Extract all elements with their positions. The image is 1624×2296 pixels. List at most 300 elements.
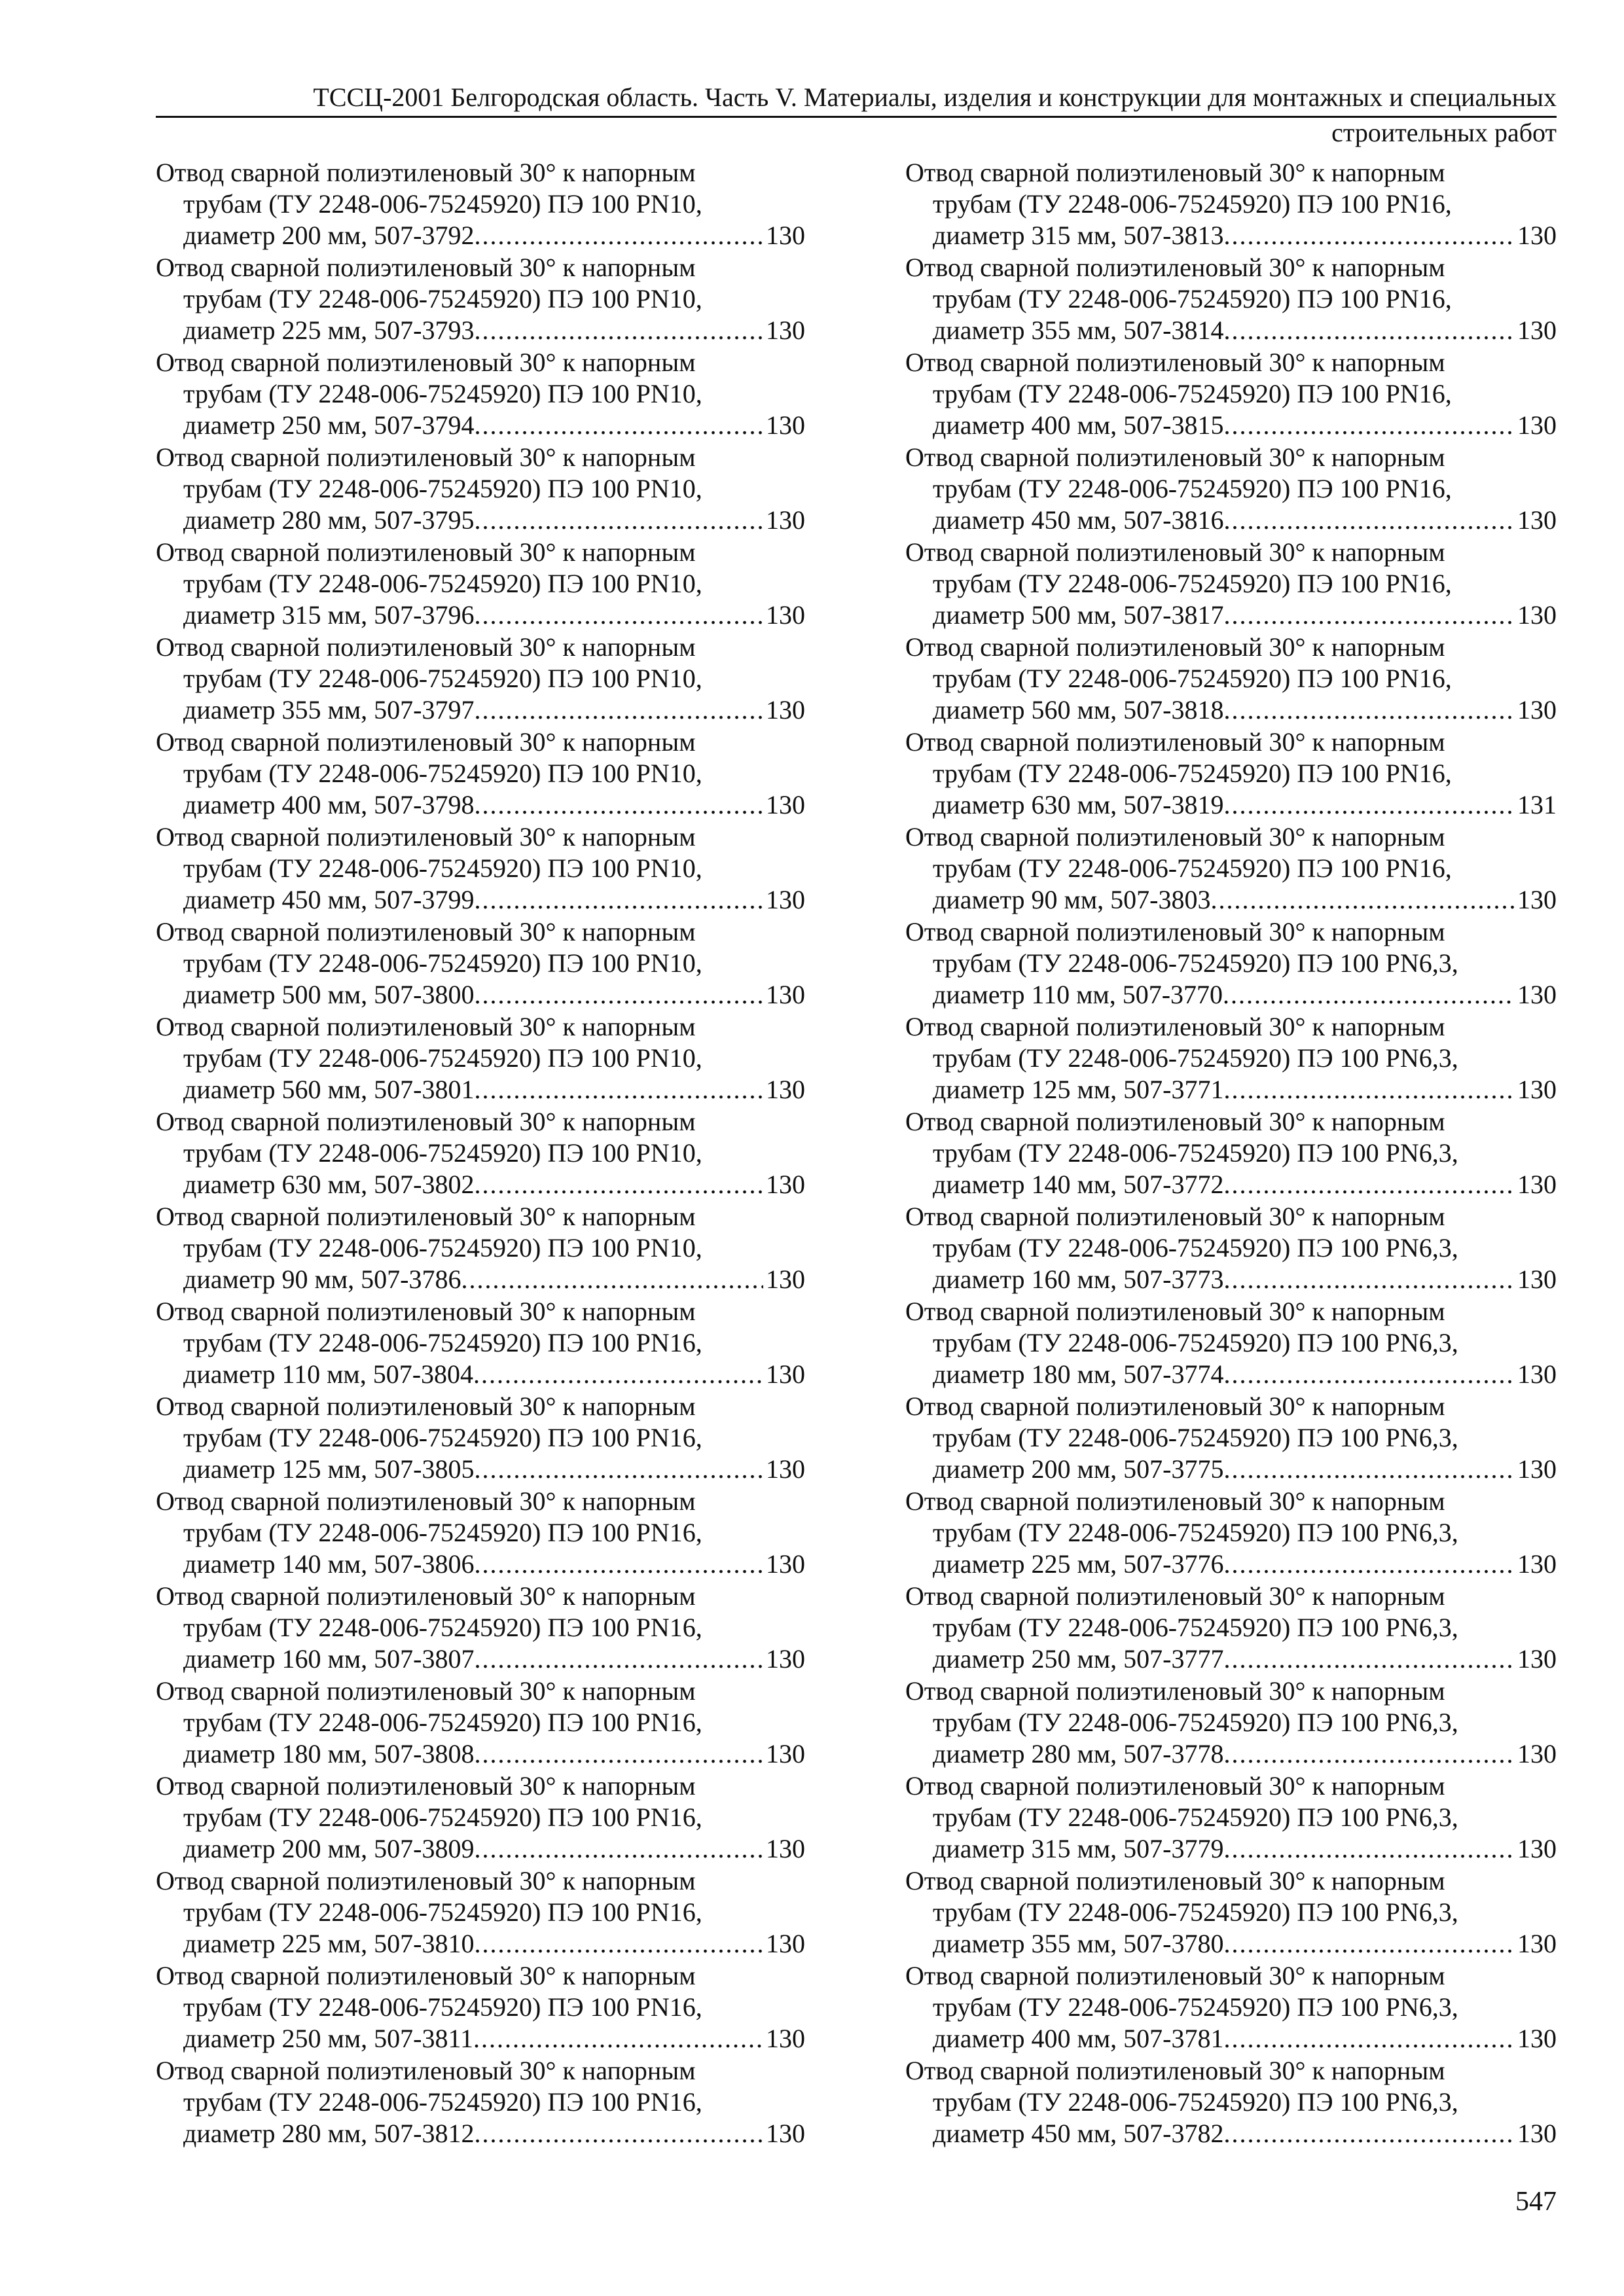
entry-page-ref: 130: [1517, 1075, 1557, 1104]
dot-leader: [1224, 1549, 1515, 1580]
entry-spec-line: трубам (ТУ 2248-006-75245920) ПЭ 100 PN6,3,: [933, 1138, 1458, 1168]
index-entry: [905, 442, 1557, 536]
entry-diameter-line: [905, 884, 1557, 916]
dot-leader: [475, 600, 764, 631]
entry-diameter-code: диаметр 450 мм, 507-3799: [183, 885, 475, 914]
entry-diameter-code: диаметр 125 мм, 507-3771: [933, 1075, 1224, 1104]
entry-page-ref: 130: [766, 1170, 805, 1199]
entry-title-line: Отвод сварной полиэтиленовый 30° к напорным: [156, 1961, 696, 1990]
entry-spec-line: трубам (ТУ 2248-006-75245920) ПЭ 100 PN10,: [183, 189, 702, 219]
index-entry: [905, 1486, 1557, 1580]
entry-diameter-line: [156, 1833, 805, 1865]
dot-leader: [475, 1074, 764, 1105]
entry-diameter-line: [156, 694, 805, 726]
entry-spec-line: трубам (ТУ 2248-006-75245920) ПЭ 100 PN16,: [933, 853, 1452, 883]
entry-diameter-line: [156, 1264, 805, 1295]
entry-page-ref: 130: [1517, 1359, 1557, 1389]
entry-diameter-line: [156, 1738, 805, 1770]
index-entry: [905, 157, 1557, 251]
index-entry: [156, 1865, 805, 1960]
dot-leader: [473, 1359, 763, 1390]
entry-spec-line: трубам (ТУ 2248-006-75245920) ПЭ 100 PN16,: [183, 1423, 702, 1452]
entry-diameter-line: [905, 220, 1557, 251]
index-entry: [156, 1011, 805, 1105]
entry-spec-line: трубам (ТУ 2248-006-75245920) ПЭ 100 PN6,3,: [933, 2087, 1458, 2117]
entry-spec-line: трубам (ТУ 2248-006-75245920) ПЭ 100 PN16,: [183, 1708, 702, 1737]
entry-spec-line: трубам (ТУ 2248-006-75245920) ПЭ 100 PN10,: [183, 853, 702, 883]
entry-diameter-line: [905, 1359, 1557, 1390]
entry-diameter-code: диаметр 90 мм, 507-3803: [933, 885, 1211, 914]
entry-page-ref: 130: [1517, 1739, 1557, 1768]
entry-title-line: Отвод сварной полиэтиленовый 30° к напорным: [905, 1771, 1445, 1801]
entry-diameter-line: [156, 410, 805, 441]
entry-diameter-code: диаметр 200 мм, 507-3809: [183, 1834, 475, 1863]
entry-diameter-line: [905, 1643, 1557, 1675]
entry-page-ref: 130: [1517, 2024, 1557, 2053]
entry-spec-line: трубам (ТУ 2248-006-75245920) ПЭ 100 PN6,3,: [933, 1423, 1458, 1452]
entry-page-ref: 130: [766, 315, 805, 345]
dot-leader: [1224, 315, 1515, 346]
index-entry: [905, 347, 1557, 441]
index-entry: [156, 1486, 805, 1580]
entry-diameter-code: диаметр 125 мм, 507-3805: [183, 1454, 475, 1484]
dot-leader: [1224, 1454, 1515, 1485]
entry-diameter-line: [156, 220, 805, 251]
entry-title-line: Отвод сварной полиэтиленовый 30° к напорным: [905, 1866, 1445, 1895]
entry-diameter-code: диаметр 450 мм, 507-3816: [933, 505, 1224, 535]
index-entry: [905, 1676, 1557, 1770]
entry-page-ref: 130: [1517, 980, 1557, 1009]
entry-title-line: Отвод сварной полиэтиленовый 30° к напорным: [905, 822, 1445, 852]
page-number: 547: [1515, 2187, 1557, 2217]
entry-diameter-code: диаметр 450 мм, 507-3782: [933, 2119, 1224, 2148]
entry-spec-line: трубам (ТУ 2248-006-75245920) ПЭ 100 PN10,: [183, 759, 702, 788]
dot-leader: [1224, 2118, 1515, 2149]
entry-diameter-code: диаметр 355 мм, 507-3814: [933, 315, 1224, 345]
entry-diameter-code: диаметр 355 мм, 507-3780: [933, 1929, 1224, 1958]
dot-leader: [1211, 884, 1515, 916]
index-entry: [156, 252, 805, 346]
entry-page-ref: 130: [766, 1644, 805, 1674]
entry-page-ref: 130: [1517, 1644, 1557, 1674]
entry-diameter-line: [905, 1833, 1557, 1865]
entry-page-ref: 130: [1517, 1929, 1557, 1958]
entry-diameter-code: диаметр 315 мм, 507-3796: [183, 600, 475, 630]
entry-diameter-code: диаметр 250 мм, 507-3811: [183, 2024, 474, 2053]
entry-title-line: Отвод сварной полиэтиленовый 30° к напорным: [156, 917, 696, 946]
dot-leader: [1224, 694, 1515, 726]
entry-diameter-code: диаметр 400 мм, 507-3781: [933, 2024, 1224, 2053]
entry-page-ref: 130: [766, 1359, 805, 1389]
index-entry: [905, 916, 1557, 1011]
dot-leader: [475, 694, 764, 726]
entry-title-line: Отвод сварной полиэтиленовый 30° к напорным: [156, 1202, 696, 1231]
dot-leader: [1224, 1359, 1515, 1390]
index-entry: [156, 1770, 805, 1865]
dot-leader: [1224, 789, 1515, 821]
index-entry: [156, 1676, 805, 1770]
entry-page-ref: 130: [1517, 410, 1557, 440]
dot-leader: [475, 410, 764, 441]
entry-diameter-line: [156, 2023, 805, 2054]
dot-leader: [1224, 220, 1515, 251]
entry-diameter-code: диаметр 560 мм, 507-3818: [933, 695, 1224, 725]
entry-diameter-code: диаметр 225 мм, 507-3793: [183, 315, 475, 345]
entry-diameter-line: [905, 1549, 1557, 1580]
entry-title-line: Отвод сварной полиэтиленовый 30° к напорным: [905, 1012, 1445, 1041]
entry-page-ref: 130: [766, 1834, 805, 1863]
entry-diameter-code: диаметр 225 мм, 507-3776: [933, 1549, 1224, 1579]
entry-diameter-code: диаметр 90 мм, 507-3786: [183, 1265, 461, 1294]
entry-diameter-code: диаметр 315 мм, 507-3813: [933, 221, 1224, 250]
entry-diameter-line: [905, 1738, 1557, 1770]
entry-title-line: Отвод сварной полиэтиленовый 30° к напорным: [156, 1297, 696, 1326]
entry-diameter-code: диаметр 630 мм, 507-3819: [933, 790, 1224, 819]
entry-spec-line: трубам (ТУ 2248-006-75245920) ПЭ 100 PN10,: [183, 284, 702, 314]
index-entry: [905, 1581, 1557, 1675]
dot-leader: [475, 2118, 764, 2149]
entry-diameter-line: [905, 1074, 1557, 1105]
entry-diameter-line: [156, 979, 805, 1011]
dot-leader: [475, 979, 764, 1011]
entry-page-ref: 130: [766, 980, 805, 1009]
entry-title-line: Отвод сварной полиэтиленовый 30° к напорным: [905, 917, 1445, 946]
dot-leader: [475, 505, 764, 536]
entry-diameter-code: диаметр 180 мм, 507-3774: [933, 1359, 1224, 1389]
entry-diameter-code: диаметр 180 мм, 507-3808: [183, 1739, 475, 1768]
entry-spec-line: трубам (ТУ 2248-006-75245920) ПЭ 100 PN16,: [183, 1803, 702, 1832]
entry-diameter-code: диаметр 140 мм, 507-3806: [183, 1549, 475, 1579]
entry-spec-line: трубам (ТУ 2248-006-75245920) ПЭ 100 PN6,3,: [933, 948, 1458, 978]
entry-spec-line: трубам (ТУ 2248-006-75245920) ПЭ 100 PN16,: [183, 1613, 702, 1642]
entry-title-line: Отвод сварной полиэтиленовый 30° к напорным: [156, 253, 696, 282]
entry-title-line: Отвод сварной полиэтиленовый 30° к напорным: [905, 632, 1445, 662]
entry-spec-line: трубам (ТУ 2248-006-75245920) ПЭ 100 PN10,: [183, 474, 702, 503]
entry-title-line: Отвод сварной полиэтиленовый 30° к напорным: [905, 2056, 1445, 2085]
index-entry: [156, 537, 805, 631]
entry-spec-line: трубам (ТУ 2248-006-75245920) ПЭ 100 PN16,: [183, 1328, 702, 1357]
index-entry: [156, 1201, 805, 1295]
entry-spec-line: трубам (ТУ 2248-006-75245920) ПЭ 100 PN6,3,: [933, 1992, 1458, 2022]
dot-leader: [473, 2023, 763, 2054]
entry-diameter-code: диаметр 200 мм, 507-3775: [933, 1454, 1224, 1484]
entry-diameter-line: [156, 600, 805, 631]
entry-title-line: Отвод сварной полиэтиленовый 30° к напорным: [905, 253, 1445, 282]
entry-title-line: Отвод сварной полиэтиленовый 30° к напорным: [156, 727, 696, 757]
entry-page-ref: 130: [766, 1929, 805, 1958]
entry-spec-line: трубам (ТУ 2248-006-75245920) ПЭ 100 PN10,: [183, 379, 702, 408]
entry-title-line: Отвод сварной полиэтиленовый 30° к напорным: [156, 822, 696, 852]
entry-diameter-code: диаметр 500 мм, 507-3817: [933, 600, 1224, 630]
entry-diameter-line: [905, 2023, 1557, 2054]
entry-page-ref: 130: [766, 2024, 805, 2053]
index-entry: [156, 157, 805, 251]
entry-title-line: Отвод сварной полиэтиленовый 30° к напорным: [156, 348, 696, 377]
entry-title-line: Отвод сварной полиэтиленовый 30° к напорным: [156, 442, 696, 472]
entry-title-line: Отвод сварной полиэтиленовый 30° к напорным: [156, 1676, 696, 1706]
entry-spec-line: трубам (ТУ 2248-006-75245920) ПЭ 100 PN6,3,: [933, 1043, 1458, 1073]
index-entry: [156, 2055, 805, 2149]
entry-title-line: Отвод сварной полиэтиленовый 30° к напорным: [156, 1012, 696, 1041]
entry-spec-line: трубам (ТУ 2248-006-75245920) ПЭ 100 PN16,: [933, 284, 1452, 314]
entry-spec-line: трубам (ТУ 2248-006-75245920) ПЭ 100 PN6,3,: [933, 1897, 1458, 1927]
dot-leader: [1224, 1738, 1515, 1770]
entry-spec-line: трубам (ТУ 2248-006-75245920) ПЭ 100 PN10,: [183, 1043, 702, 1073]
dot-leader: [475, 315, 764, 346]
entry-page-ref: 130: [766, 1265, 805, 1294]
index-entry: [156, 1581, 805, 1675]
entry-page-ref: 130: [1517, 695, 1557, 725]
entry-page-ref: 130: [766, 695, 805, 725]
index-entry: [156, 821, 805, 916]
entry-diameter-line: [156, 1359, 805, 1390]
entry-page-ref: 131: [1517, 790, 1557, 819]
index-entry: [905, 2055, 1557, 2149]
index-entry: [156, 1296, 805, 1390]
entry-spec-line: трубам (ТУ 2248-006-75245920) ПЭ 100 PN6,3,: [933, 1233, 1458, 1263]
entry-diameter-code: диаметр 315 мм, 507-3779: [933, 1834, 1224, 1863]
entry-title-line: Отвод сварной полиэтиленовый 30° к напорным: [905, 727, 1445, 757]
entry-page-ref: 130: [1517, 1834, 1557, 1863]
dot-leader: [1223, 979, 1515, 1011]
dot-leader: [475, 789, 764, 821]
entry-diameter-line: [905, 1169, 1557, 1200]
dot-leader: [475, 1549, 764, 1580]
entry-diameter-code: диаметр 160 мм, 507-3773: [933, 1265, 1224, 1294]
entry-title-line: Отвод сварной полиэтиленовый 30° к напорным: [156, 632, 696, 662]
entry-spec-line: трубам (ТУ 2248-006-75245920) ПЭ 100 PN10,: [183, 569, 702, 598]
entry-title-line: Отвод сварной полиэтиленовый 30° к напорным: [156, 1771, 696, 1801]
entry-title-line: Отвод сварной полиэтиленовый 30° к напорным: [905, 1581, 1445, 1611]
index-entry: [905, 1011, 1557, 1105]
entry-page-ref: 130: [766, 885, 805, 914]
entry-page-ref: 130: [766, 1454, 805, 1484]
dot-leader: [1224, 505, 1515, 536]
entry-spec-line: трубам (ТУ 2248-006-75245920) ПЭ 100 PN6,3,: [933, 1328, 1458, 1357]
entry-diameter-code: диаметр 200 мм, 507-3792: [183, 221, 475, 250]
entry-page-ref: 130: [766, 221, 805, 250]
index-entry: [905, 1391, 1557, 1485]
entry-diameter-code: диаметр 140 мм, 507-3772: [933, 1170, 1224, 1199]
index-entry: [156, 726, 805, 821]
entry-diameter-line: [156, 1549, 805, 1580]
entry-spec-line: трубам (ТУ 2248-006-75245920) ПЭ 100 PN6,3,: [933, 1518, 1458, 1547]
entry-page-ref: 130: [766, 505, 805, 535]
entry-diameter-code: диаметр 280 мм, 507-3795: [183, 505, 475, 535]
dot-leader: [475, 1454, 764, 1485]
entry-diameter-line: [905, 1454, 1557, 1485]
dot-leader: [1224, 1833, 1515, 1865]
dot-leader: [1224, 1264, 1515, 1295]
index-entry: [905, 1106, 1557, 1200]
entry-diameter-code: диаметр 500 мм, 507-3800: [183, 980, 475, 1009]
entry-diameter-line: [905, 600, 1557, 631]
dot-leader: [475, 884, 764, 916]
index-entry: [156, 1960, 805, 2054]
dot-leader: [1224, 2023, 1515, 2054]
entry-page-ref: 130: [1517, 1454, 1557, 1484]
dot-leader: [475, 1738, 764, 1770]
header-line-2: строительных работ: [1331, 118, 1557, 147]
dot-leader: [475, 1643, 764, 1675]
entry-diameter-code: диаметр 630 мм, 507-3802: [183, 1170, 475, 1199]
entry-spec-line: трубам (ТУ 2248-006-75245920) ПЭ 100 PN16,: [183, 1897, 702, 1927]
index-entry: [156, 347, 805, 441]
entry-title-line: Отвод сварной полиэтиленовый 30° к напорным: [156, 2056, 696, 2085]
entry-diameter-line: [905, 1928, 1557, 1960]
index-entry: [156, 632, 805, 726]
entry-spec-line: трубам (ТУ 2248-006-75245920) ПЭ 100 PN16,: [933, 664, 1452, 693]
entry-diameter-code: диаметр 110 мм, 507-3770: [933, 980, 1223, 1009]
entry-spec-line: трубам (ТУ 2248-006-75245920) ПЭ 100 PN10,: [183, 1138, 702, 1168]
entry-title-line: Отвод сварной полиэтиленовый 30° к напорным: [156, 158, 696, 187]
entry-diameter-line: [905, 789, 1557, 821]
dot-leader: [1224, 600, 1515, 631]
entry-page-ref: 130: [766, 1739, 805, 1768]
entry-diameter-line: [905, 2118, 1557, 2149]
entry-spec-line: трубам (ТУ 2248-006-75245920) ПЭ 100 PN16,: [933, 189, 1452, 219]
entry-spec-line: трубам (ТУ 2248-006-75245920) ПЭ 100 PN16,: [933, 759, 1452, 788]
entry-diameter-line: [905, 694, 1557, 726]
entry-title-line: Отвод сварной полиэтиленовый 30° к напорным: [156, 1107, 696, 1136]
entry-title-line: Отвод сварной полиэтиленовый 30° к напорным: [156, 537, 696, 567]
entry-diameter-line: [156, 315, 805, 346]
entry-diameter-line: [156, 1454, 805, 1485]
entry-diameter-line: [156, 884, 805, 916]
entry-title-line: Отвод сварной полиэтиленовый 30° к напорным: [905, 1202, 1445, 1231]
entry-diameter-code: диаметр 225 мм, 507-3810: [183, 1929, 475, 1958]
entry-title-line: Отвод сварной полиэтиленовый 30° к напорным: [156, 1486, 696, 1516]
entry-spec-line: трубам (ТУ 2248-006-75245920) ПЭ 100 PN6,3,: [933, 1613, 1458, 1642]
index-entry: [905, 1201, 1557, 1295]
dot-leader: [1224, 1928, 1515, 1960]
entry-spec-line: трубам (ТУ 2248-006-75245920) ПЭ 100 PN16,: [183, 2087, 702, 2117]
dot-leader: [1224, 1074, 1515, 1105]
dot-leader: [1224, 1643, 1515, 1675]
entry-diameter-code: диаметр 160 мм, 507-3807: [183, 1644, 475, 1674]
entry-diameter-code: диаметр 400 мм, 507-3798: [183, 790, 475, 819]
entry-diameter-code: диаметр 250 мм, 507-3777: [933, 1644, 1224, 1674]
running-header: [156, 82, 1557, 149]
entry-page-ref: 130: [766, 2119, 805, 2148]
entry-diameter-code: диаметр 560 мм, 507-3801: [183, 1075, 475, 1104]
entry-diameter-code: диаметр 400 мм, 507-3815: [933, 410, 1224, 440]
entry-spec-line: трубам (ТУ 2248-006-75245920) ПЭ 100 PN16,: [183, 1992, 702, 2022]
entry-page-ref: 130: [766, 600, 805, 630]
entry-spec-line: трубам (ТУ 2248-006-75245920) ПЭ 100 PN16,: [933, 569, 1452, 598]
entry-diameter-line: [156, 1169, 805, 1200]
index-entry: [905, 252, 1557, 346]
dot-leader: [461, 1264, 764, 1295]
entry-title-line: Отвод сварной полиэтиленовый 30° к напорным: [905, 537, 1445, 567]
entry-title-line: Отвод сварной полиэтиленовый 30° к напорным: [905, 158, 1445, 187]
entry-title-line: Отвод сварной полиэтиленовый 30° к напорным: [156, 1581, 696, 1611]
index-entry: [905, 1960, 1557, 2054]
index-entry: [905, 1770, 1557, 1865]
entry-title-line: Отвод сварной полиэтиленовый 30° к напорным: [905, 442, 1445, 472]
entry-page-ref: 130: [1517, 885, 1557, 914]
entry-page-ref: 130: [1517, 2119, 1557, 2148]
entry-page-ref: 130: [1517, 1170, 1557, 1199]
entry-page-ref: 130: [766, 410, 805, 440]
entry-diameter-line: [156, 1928, 805, 1960]
entry-page-ref: 130: [1517, 1549, 1557, 1579]
entry-diameter-line: [156, 1074, 805, 1105]
entry-title-line: Отвод сварной полиэтиленовый 30° к напорным: [905, 1486, 1445, 1516]
index-column-right: [905, 157, 1557, 2150]
index-entry: [156, 1106, 805, 1200]
entry-page-ref: 130: [1517, 505, 1557, 535]
entry-title-line: Отвод сварной полиэтиленовый 30° к напорным: [156, 1866, 696, 1895]
entry-diameter-line: [905, 1264, 1557, 1295]
dot-leader: [475, 1833, 764, 1865]
index-entry: [905, 821, 1557, 916]
entry-diameter-code: диаметр 280 мм, 507-3812: [183, 2119, 475, 2148]
dot-leader: [475, 1928, 764, 1960]
entry-title-line: Отвод сварной полиэтиленовый 30° к напорным: [156, 1391, 696, 1421]
entry-title-line: Отвод сварной полиэтиленовый 30° к напорным: [905, 1107, 1445, 1136]
entry-spec-line: трубам (ТУ 2248-006-75245920) ПЭ 100 PN10,: [183, 948, 702, 978]
dot-leader: [475, 1169, 764, 1200]
index-entry: [156, 916, 805, 1011]
index-entry: [905, 1296, 1557, 1390]
entry-title-line: Отвод сварной полиэтиленовый 30° к напорным: [905, 1297, 1445, 1326]
dot-leader: [1224, 1169, 1515, 1200]
entry-diameter-line: [156, 505, 805, 536]
entry-diameter-code: диаметр 250 мм, 507-3794: [183, 410, 475, 440]
header-rule: [156, 116, 1557, 118]
entry-title-line: Отвод сварной полиэтиленовый 30° к напорным: [905, 1961, 1445, 1990]
entry-spec-line: трубам (ТУ 2248-006-75245920) ПЭ 100 PN6,3,: [933, 1803, 1458, 1832]
entry-diameter-code: диаметр 110 мм, 507-3804: [183, 1359, 474, 1389]
entry-page-ref: 130: [766, 1075, 805, 1104]
entry-diameter-line: [156, 789, 805, 821]
entry-diameter-line: [905, 410, 1557, 441]
entry-spec-line: трубам (ТУ 2248-006-75245920) ПЭ 100 PN6,3,: [933, 1708, 1458, 1737]
index-entry: [156, 1391, 805, 1485]
entry-spec-line: трубам (ТУ 2248-006-75245920) ПЭ 100 PN16,: [183, 1518, 702, 1547]
entry-title-line: Отвод сварной полиэтиленовый 30° к напорным: [905, 348, 1445, 377]
entry-diameter-line: [905, 505, 1557, 536]
dot-leader: [1224, 410, 1515, 441]
entry-spec-line: трубам (ТУ 2248-006-75245920) ПЭ 100 PN16,: [933, 474, 1452, 503]
entry-diameter-line: [156, 2118, 805, 2149]
entry-diameter-code: диаметр 280 мм, 507-3778: [933, 1739, 1224, 1768]
index-entry: [905, 632, 1557, 726]
entry-spec-line: трубам (ТУ 2248-006-75245920) ПЭ 100 PN10,: [183, 664, 702, 693]
entry-page-ref: 130: [1517, 600, 1557, 630]
entry-diameter-line: [156, 1643, 805, 1675]
entry-page-ref: 130: [1517, 1265, 1557, 1294]
entry-page-ref: 130: [1517, 221, 1557, 250]
index-entry: [905, 726, 1557, 821]
entry-diameter-line: [905, 315, 1557, 346]
entry-diameter-code: диаметр 355 мм, 507-3797: [183, 695, 475, 725]
entry-title-line: Отвод сварной полиэтиленовый 30° к напорным: [905, 1391, 1445, 1421]
entry-spec-line: трубам (ТУ 2248-006-75245920) ПЭ 100 PN16,: [933, 379, 1452, 408]
entry-page-ref: 130: [766, 1549, 805, 1579]
entry-title-line: Отвод сварной полиэтиленовый 30° к напорным: [905, 1676, 1445, 1706]
header-line-1: ТССЦ-2001 Белгородская область. Часть V. Материалы, изделия и конструкции для монтажных и специальных: [313, 82, 1557, 112]
index-entry: [905, 1865, 1557, 1960]
entry-spec-line: трубам (ТУ 2248-006-75245920) ПЭ 100 PN10,: [183, 1233, 702, 1263]
entry-diameter-line: [905, 979, 1557, 1011]
index-entry: [156, 442, 805, 536]
entry-page-ref: 130: [766, 790, 805, 819]
entry-page-ref: 130: [1517, 315, 1557, 345]
index-entry: [905, 537, 1557, 631]
dot-leader: [475, 220, 764, 251]
